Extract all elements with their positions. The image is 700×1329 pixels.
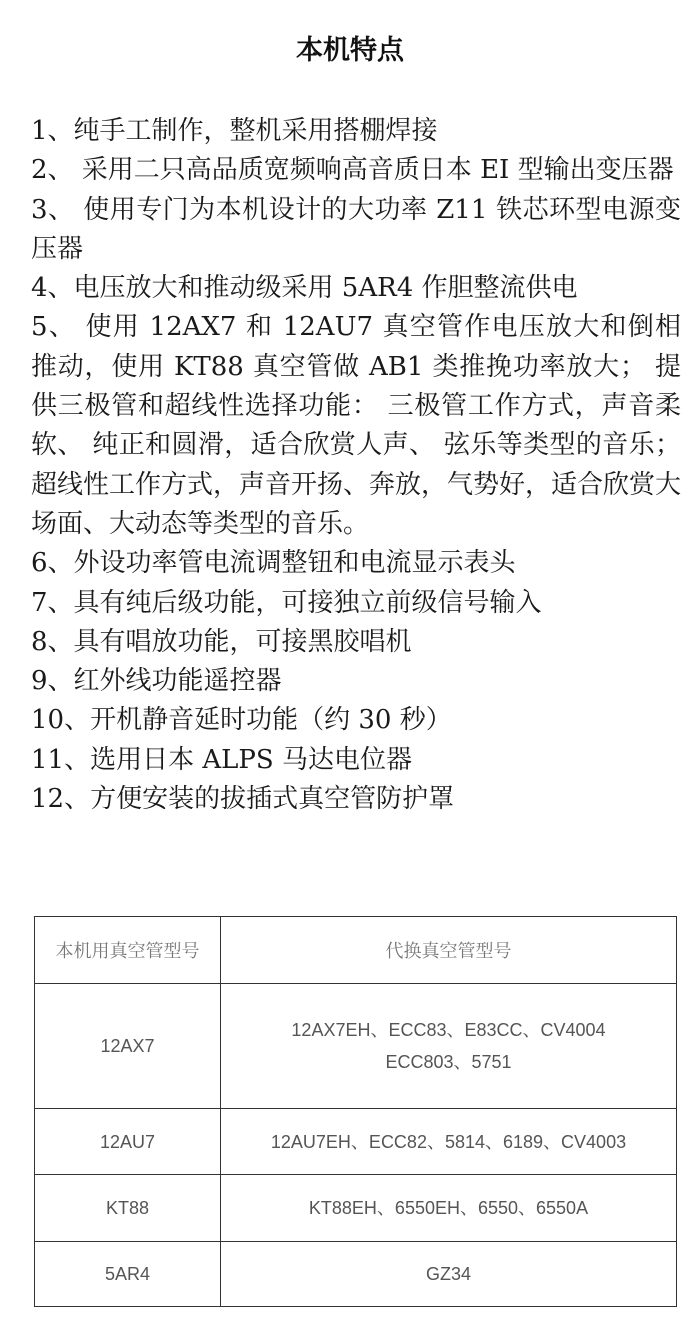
page-title: 本机特点 <box>296 35 404 66</box>
table-row <box>35 1109 677 1175</box>
table-row <box>35 1242 677 1307</box>
tube-model-cell: 5AR4 <box>35 1242 221 1307</box>
feature-item: 2、 采用二只高品质宽频响高音质日本 EI 型输出变压器 <box>31 155 674 186</box>
tube-model-cell: 12AX7 <box>35 984 221 1109</box>
replacement-line: ECC803、5751 <box>385 1052 512 1072</box>
tube-model-cell: KT88 <box>35 1175 221 1242</box>
feature-item: 12、方便安装的拔插式真空管防护罩 <box>31 784 455 815</box>
feature-item: 1、纯手工制作，整机采用搭棚焊接 <box>31 116 438 146</box>
feature-list <box>31 112 681 819</box>
replacement-line: 12AU7EH、ECC82、5814、6189、CV4003 <box>270 1131 627 1152</box>
replacement-line: 12AX7EH、ECC83、E83CC、CV4004 <box>291 1020 606 1040</box>
tube-replacement-table <box>34 916 677 1307</box>
feature-item: 8、具有唱放功能，可接黑胶唱机 <box>31 626 412 657</box>
feature-item: 3、 使用专门为本机设计的大功率 Z11 铁芯环型电源变压器 <box>31 194 681 264</box>
feature-item: 11、选用日本 ALPS 马达电位器 <box>31 744 412 775</box>
tube-model-cell: 12AU7 <box>35 1109 221 1175</box>
replacement-line: KT88EH、6550EH、6550、6550A <box>308 1198 589 1218</box>
replacement-cell <box>221 1242 677 1307</box>
feature-item: 6、外设功率管电流调整钮和电流显示表头 <box>31 548 516 579</box>
replacement-line: GZ34 <box>425 1264 472 1284</box>
table-row <box>35 1175 677 1242</box>
feature-item: 5、 使用 12AX7 和 12AU7 真空管作电压放大和倒相推动，使用 KT88 真空管做 AB1 类推挽功率放大； 提供三极管和超线性选择功能： 三极管工作方式，声音柔软、 纯正和圆滑，适合欣赏人声、 弦乐等类型的音乐； 超线性工作方式，声音开扬、奔放，气势好，适合欣赏大场面、大动态等类型的音乐。 <box>31 312 682 539</box>
header-original-tube: 本机用真空管型号 <box>35 917 221 984</box>
feature-item: 4、电压放大和推动级采用 5AR4 作胆整流供电 <box>31 273 578 304</box>
feature-item: 10、开机静音延时功能（约 30 秒） <box>31 705 452 736</box>
replacement-cell <box>221 984 677 1109</box>
table-row <box>35 984 677 1109</box>
table-header-row <box>35 917 677 984</box>
replacement-cell <box>221 1109 677 1175</box>
feature-item: 7、具有纯后级功能，可接独立前级信号输入 <box>31 587 542 618</box>
feature-item: 9、红外线功能遥控器 <box>31 666 282 697</box>
replacement-cell <box>221 1175 677 1242</box>
header-replacement-tube: 代换真空管型号 <box>221 917 677 984</box>
